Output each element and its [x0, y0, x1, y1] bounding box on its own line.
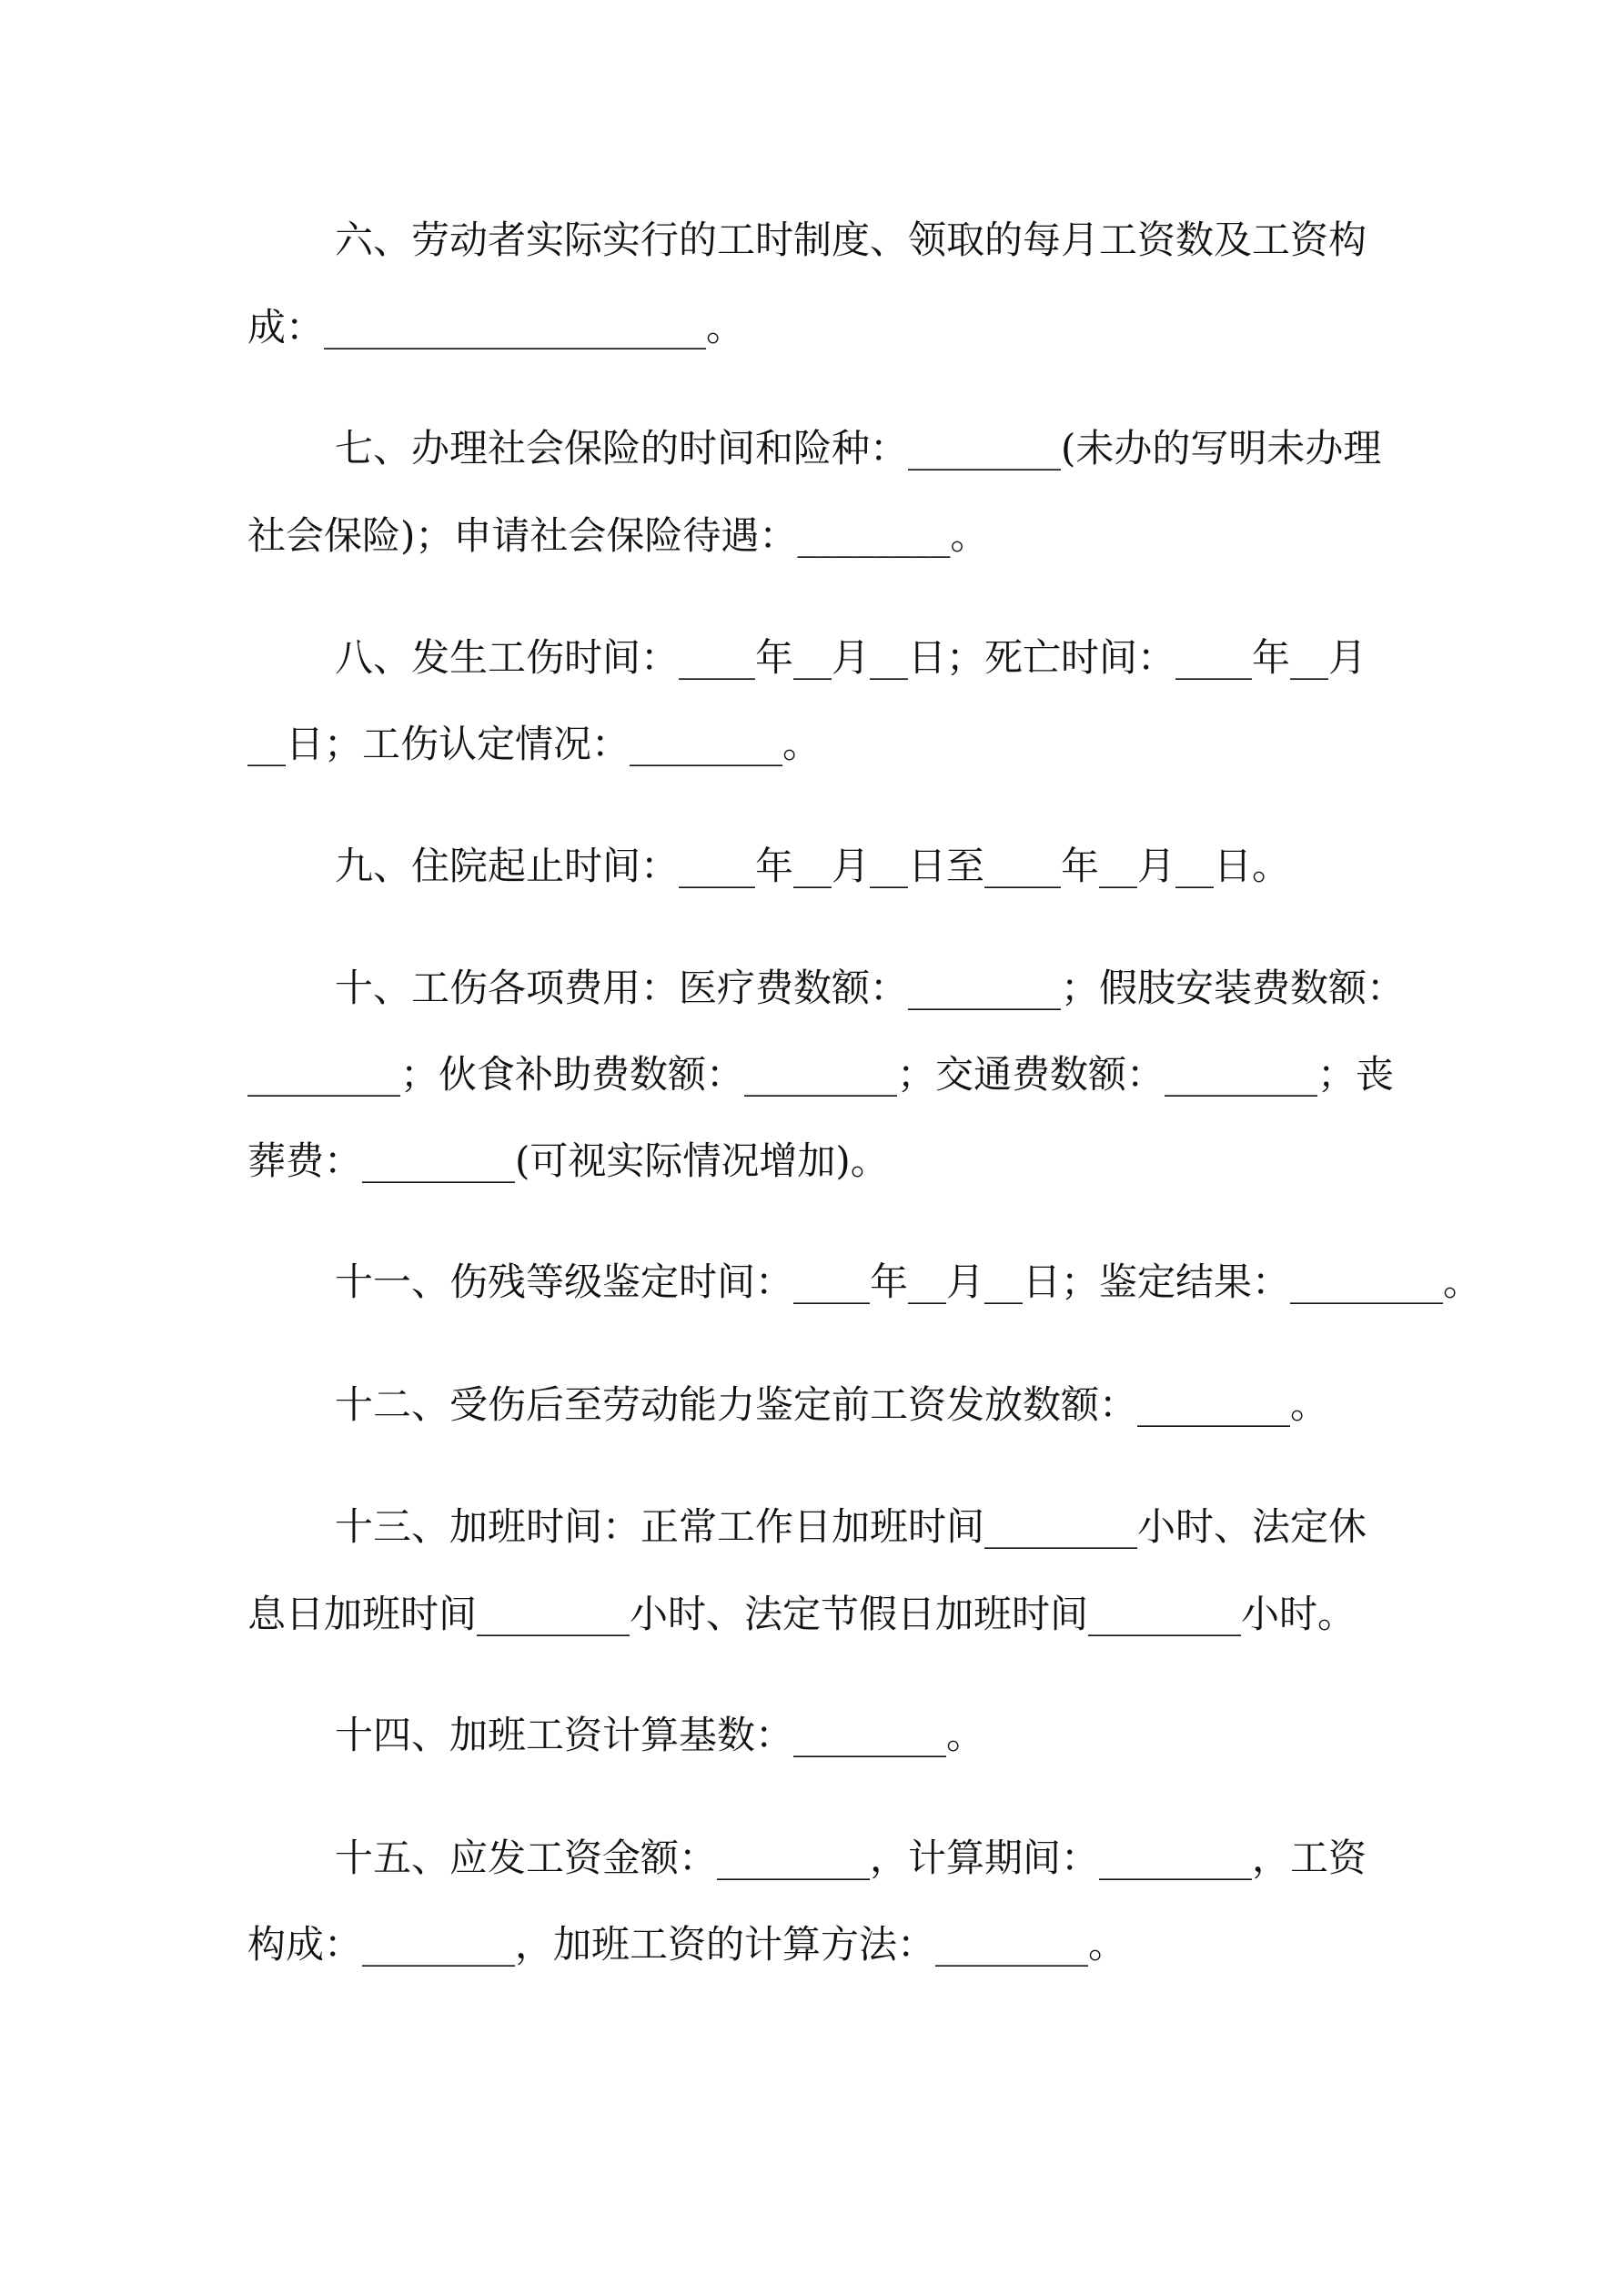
paragraph-thirteen-line-2: 息日加班时间________小时、法定节假日加班时间________小时。	[247, 1592, 1357, 1636]
paragraph-eight-line-2: __日；工伤认定情况：________。	[247, 722, 822, 766]
paragraph-nine-line-1: 九、住院起止时间：____年__月__日至____年__月__日。	[335, 844, 1291, 888]
paragraph-ten-line-2: ________；伙食补助费数额：________；交通费数额：________；丧	[247, 1052, 1395, 1097]
paragraph-ten-line-1: 十、工伤各项费用：医疗费数额：________；假肢安装费数额：	[335, 966, 1406, 1010]
paragraph-seven-line-1: 七、办理社会保险的时间和险种：________(未办的写明未办理	[335, 426, 1382, 470]
paragraph-twelve-line-1: 十二、受伤后至劳动能力鉴定前工资发放数额：________。	[335, 1382, 1329, 1427]
paragraph-eight-line-1: 八、发生工伤时间：____年__月__日；死亡时间：____年__月	[335, 635, 1367, 680]
paragraph-ten-line-3: 葬费：________(可视实际情况增加)。	[247, 1138, 889, 1183]
paragraph-fourteen-line-1: 十四、加班工资计算基数：________。	[335, 1713, 985, 1757]
paragraph-fifteen-line-2: 构成：________，加班工资的计算方法：________。	[247, 1922, 1127, 1967]
paragraph-seven-line-2: 社会保险)；申请社会保险待遇：________。	[247, 513, 989, 558]
paragraph-six-line-2: 成：____________________。	[247, 305, 745, 349]
paragraph-eleven-line-1: 十一、伤残等级鉴定时间：____年__月__日；鉴定结果：________。	[335, 1259, 1482, 1304]
paragraph-fifteen-line-1: 十五、应发工资金额：________，计算期间：________，工资	[335, 1836, 1367, 1880]
paragraph-six-line-1: 六、劳动者实际实行的工时制度、领取的每月工资数及工资构	[335, 217, 1367, 262]
paragraph-thirteen-line-1: 十三、加班时间：正常工作日加班时间________小时、法定休	[335, 1504, 1367, 1549]
